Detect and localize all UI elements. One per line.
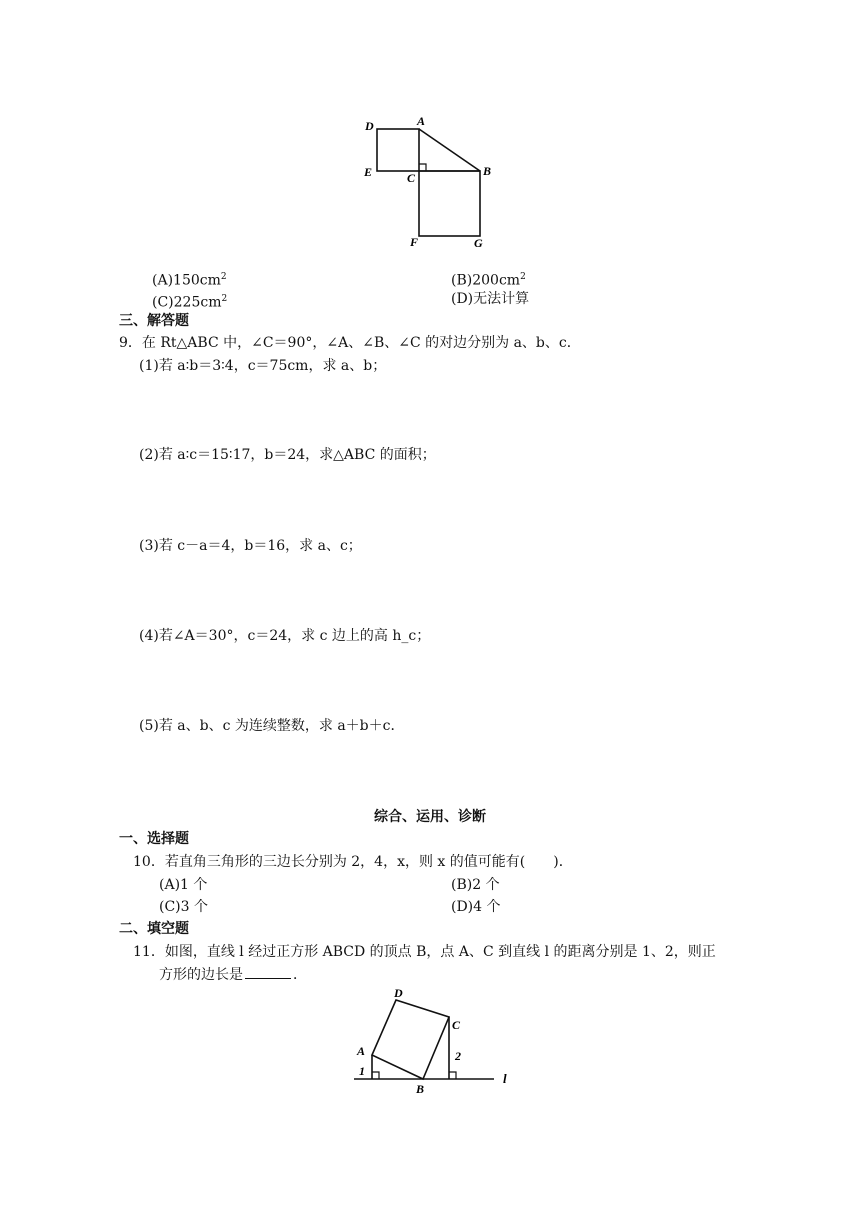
answer-blank[interactable] xyxy=(245,966,291,979)
figure-square-on-line xyxy=(348,980,528,1098)
section-heading: 综合、运用、诊断 xyxy=(374,809,486,825)
label-D: D xyxy=(365,119,374,133)
square-adce xyxy=(377,129,419,171)
q10-option-d: (D)4 个 xyxy=(451,899,501,915)
section-title-choice: 一、选择题 xyxy=(119,831,189,847)
label-distance-2: 2 xyxy=(455,1049,461,1063)
q9-part-5: (5)若 a、b、c 为连续整数，求 a＋b＋c． xyxy=(139,718,405,734)
q10-option-b: (B)2 个 xyxy=(451,877,500,893)
q8-option-b: $(B)200cm^2$ xyxy=(451,272,526,289)
q8-option-c: $(C)225cm^2$ xyxy=(152,294,228,311)
label-E: E xyxy=(364,165,373,179)
label-C: C xyxy=(452,1018,461,1032)
right-angle-mark-c xyxy=(449,1072,456,1079)
q9-part-3: (3)若 c－a＝4，b＝16，求 a、c； xyxy=(139,538,362,554)
q10-stem: 10．若直角三角形的三边长分别为 2，4，x，则 x 的值可能有( )． xyxy=(133,854,573,870)
label-A: A xyxy=(357,1044,366,1058)
square-abcd xyxy=(372,1000,449,1079)
label-distance-1: 1 xyxy=(359,1064,365,1078)
q11-line-2: 方形的边长是 ． xyxy=(159,967,307,983)
hypotenuse-ab xyxy=(419,129,480,171)
q9-part-2: (2)若 a∶c＝15∶17，b＝24，求△ABC 的面积； xyxy=(139,447,436,463)
q9-part-1: (1)若 a∶b＝3∶4，c＝75cm，求 a、b； xyxy=(139,358,387,374)
right-angle-mark-a xyxy=(372,1072,379,1079)
label-line-l: l xyxy=(503,1071,507,1086)
label-G: G xyxy=(474,236,483,250)
q10-option-c: (C)3 个 xyxy=(159,899,208,915)
q8-option-d: (D)无法计算 xyxy=(451,291,530,307)
section-title-answers: 三、解答题 xyxy=(119,313,189,329)
figure-squares-triangle xyxy=(360,112,500,252)
label-D: D xyxy=(394,986,403,1000)
square-cbgf xyxy=(419,171,480,236)
q11-line-1: 11．如图，直线 l 经过正方形 ABCD 的顶点 B，点 A、C 到直线 l 的距离分别是 1、2，则正 xyxy=(133,944,716,960)
q9-stem: 9．在 Rt△ABC 中，∠C＝90°，∠A、∠B、∠C 的对边分别为 a、b、c． xyxy=(119,335,581,351)
q9-part-4: (4)若∠A＝30°，c＝24，求 c 边上的高 h_c； xyxy=(139,628,431,644)
label-B: B xyxy=(483,164,492,178)
label-B: B xyxy=(416,1082,425,1096)
label-C: C xyxy=(407,171,416,185)
section-title-fill: 二、填空题 xyxy=(119,921,189,937)
right-angle-mark xyxy=(419,164,426,171)
q8-option-a: $(A)150cm^2$ xyxy=(152,272,227,289)
label-F: F xyxy=(410,235,419,249)
label-A: A xyxy=(417,114,426,128)
q10-option-a: (A)1 个 xyxy=(159,877,208,893)
